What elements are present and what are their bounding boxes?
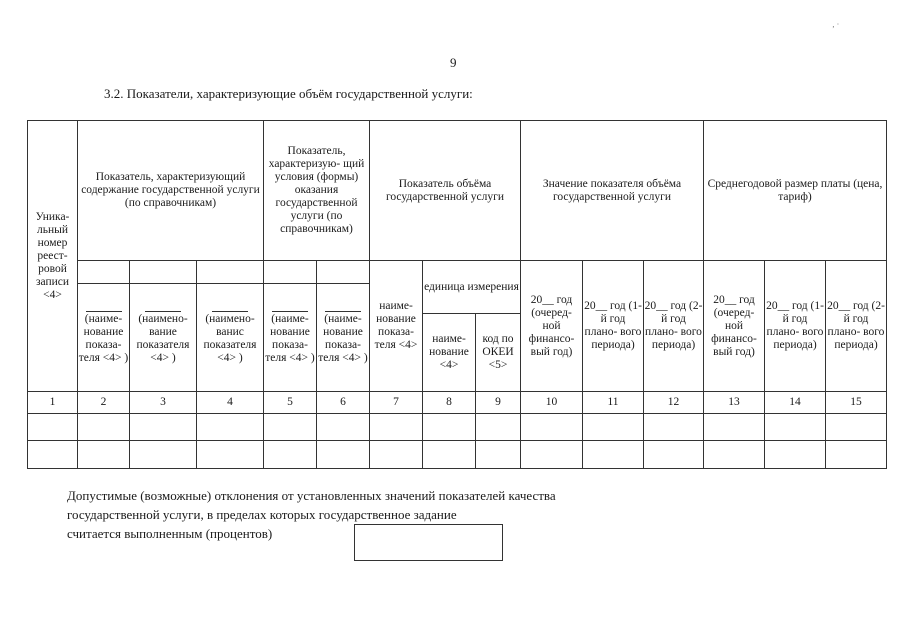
column-number-7: 7 [370,392,423,414]
table-cell[interactable] [704,441,765,469]
table-cell[interactable] [264,441,317,469]
column-number-12: 12 [644,392,704,414]
content-subfield-3 [197,261,264,284]
table-cell[interactable] [78,441,130,469]
column-number-8: 8 [423,392,476,414]
table-cell[interactable] [521,414,583,441]
table-cell[interactable] [28,414,78,441]
header-row-groups [28,121,887,261]
header-price-year-1: 20__ год (очеред- ной финансо- вый год) [704,261,765,392]
header-volume-group: Показатель объёма государственной услуги [370,121,521,261]
header-unit-group: единица измерения [423,261,521,314]
table-cell[interactable] [197,414,264,441]
header-value-group: Значение показателя объёма государственной услуги [521,121,704,261]
header-content-name-2: (наимено- вание показателя <4> ) [130,284,197,392]
column-number-15: 15 [826,392,887,414]
table-cell[interactable] [264,414,317,441]
table-cell[interactable] [423,414,476,441]
column-number-3: 3 [130,392,197,414]
header-conditions-name-2: (наиме- нование показа- теля <4> ) [317,284,370,392]
conditions-subfield-2 [317,261,370,284]
column-number-11: 11 [583,392,644,414]
column-number-2: 2 [78,392,130,414]
percent-input-box[interactable] [354,524,503,561]
content-subfield-1 [78,261,130,284]
table-cell[interactable] [476,414,521,441]
header-unit-code: код по ОКЕИ <5> [476,314,521,392]
header-unit-name: наиме- нование <4> [423,314,476,392]
header-value-year-3: 20__ год (2-й год плано- вого периода) [644,261,704,392]
table-cell[interactable] [317,414,370,441]
table-cell[interactable] [826,414,887,441]
table-cell[interactable] [197,441,264,469]
header-conditions-name-1: (наиме- нование показа- теля <4> ) [264,284,317,392]
column-number-10: 10 [521,392,583,414]
column-number-4: 4 [197,392,264,414]
table-cell[interactable] [826,441,887,469]
column-number-5: 5 [264,392,317,414]
table-cell[interactable] [370,441,423,469]
column-number-13: 13 [704,392,765,414]
header-price-year-3: 20__ год (2-й год плано- вого периода) [826,261,887,392]
table-row [28,414,887,441]
table-cell[interactable] [521,441,583,469]
scan-speck: ‚ · [832,20,840,29]
header-content-group: Показатель, характеризующий содержание государственной услуги (по справочникам) [78,121,264,261]
table-cell[interactable] [583,414,644,441]
header-content-name-3: (наимено- ванис показателя <4> ) [197,284,264,392]
conditions-subfield-1 [264,261,317,284]
table-cell[interactable] [476,441,521,469]
column-number-1: 1 [28,392,78,414]
volume-indicators-table [27,120,887,469]
table-cell[interactable] [28,441,78,469]
header-unique-number: Уника- льный номер реест- ровой записи <4> [28,121,78,392]
table-cell[interactable] [765,414,826,441]
table-cell[interactable] [765,441,826,469]
table-cell[interactable] [370,414,423,441]
table-cell[interactable] [423,441,476,469]
column-number-6: 6 [317,392,370,414]
header-price-year-2: 20__ год (1-й год плано- вого периода) [765,261,826,392]
table-cell[interactable] [130,414,197,441]
table-cell[interactable] [583,441,644,469]
header-row-subfields [28,261,887,284]
column-number-14: 14 [765,392,826,414]
header-conditions-group: Показатель, характеризую- щий условия (формы) оказания государственной услуги (по справочникам) [264,121,370,261]
column-number-row [28,392,887,414]
table-cell[interactable] [78,414,130,441]
header-content-name-1: (наиме- нование показа- теля <4> ) [78,284,130,392]
header-value-year-1: 20__ год (очеред- ной финансо- вый год) [521,261,583,392]
table-cell[interactable] [704,414,765,441]
note-line-2: государственной услуги, в пределах которых государственное задание [67,507,457,522]
table-row [28,441,887,469]
table-cell[interactable] [130,441,197,469]
note-line-3: считается выполненным (процентов) [67,526,273,541]
note-line-1: Допустимые (возможные) отклонения от установленных значений показателей качества [67,488,556,503]
header-value-year-2: 20__ год (1-й год плано- вого периода) [583,261,644,392]
header-price-group: Среднегодовой размер платы (цена, тариф) [704,121,887,261]
header-volume-name: наиме- нование показа- теля <4> [370,261,423,392]
section-title: 3.2. Показатели, характеризующие объём государственной услуги: [104,86,473,101]
column-number-9: 9 [476,392,521,414]
table-cell[interactable] [317,441,370,469]
page-number: 9 [450,55,457,70]
table-cell[interactable] [644,414,704,441]
table-cell[interactable] [644,441,704,469]
content-subfield-2 [130,261,197,284]
